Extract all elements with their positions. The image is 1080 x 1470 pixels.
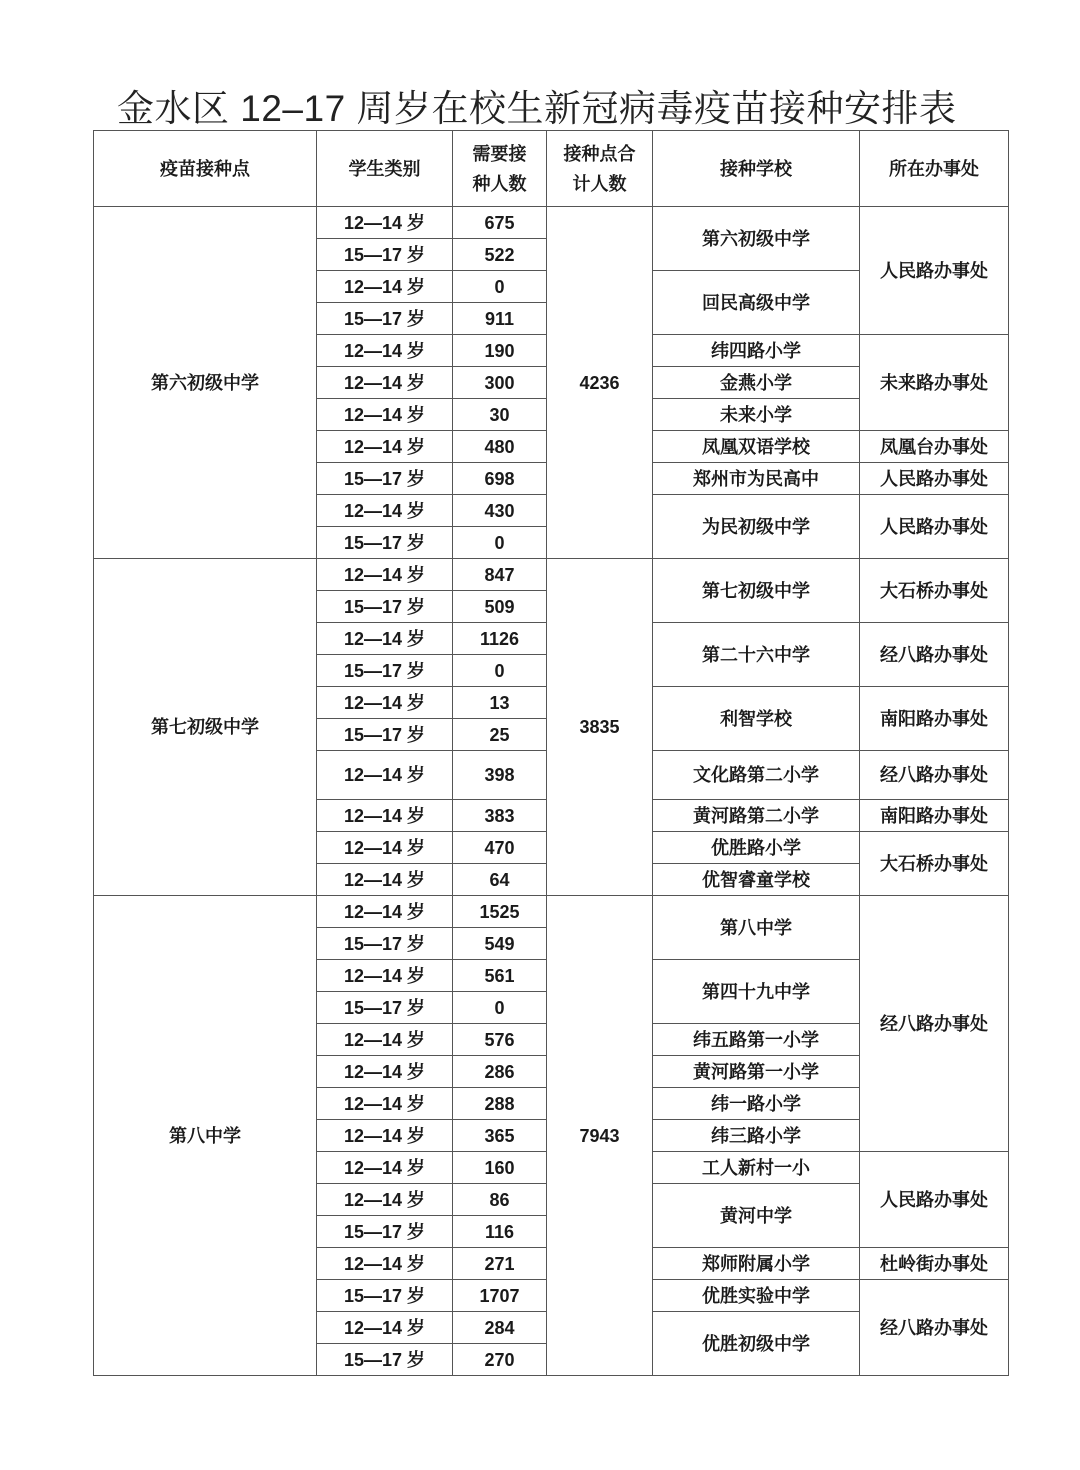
student-category: 15—17 岁 bbox=[317, 527, 453, 559]
school-name: 纬五路第一小学 bbox=[653, 1024, 860, 1056]
required-count: 300 bbox=[453, 367, 547, 399]
student-category: 12—14 岁 bbox=[317, 335, 453, 367]
school-name: 纬一路小学 bbox=[653, 1088, 860, 1120]
required-count: 470 bbox=[453, 832, 547, 864]
student-category: 12—14 岁 bbox=[317, 960, 453, 992]
student-category: 12—14 岁 bbox=[317, 1184, 453, 1216]
subdistrict-office: 人民路办事处 bbox=[860, 463, 1009, 495]
header-category: 学生类别 bbox=[317, 131, 453, 207]
subdistrict-office: 经八路办事处 bbox=[860, 751, 1009, 800]
subdistrict-office: 凤凰台办事处 bbox=[860, 431, 1009, 463]
student-category: 15—17 岁 bbox=[317, 1344, 453, 1376]
school-name: 优胜初级中学 bbox=[653, 1312, 860, 1376]
subdistrict-office: 经八路办事处 bbox=[860, 1280, 1009, 1376]
header-count-line2: 种人数 bbox=[472, 173, 527, 194]
site-total: 4236 bbox=[547, 207, 653, 559]
required-count: 160 bbox=[453, 1152, 547, 1184]
student-category: 15—17 岁 bbox=[317, 1216, 453, 1248]
subdistrict-office: 经八路办事处 bbox=[860, 623, 1009, 687]
student-category: 12—14 岁 bbox=[317, 1120, 453, 1152]
required-count: 116 bbox=[453, 1216, 547, 1248]
required-count: 398 bbox=[453, 751, 547, 800]
header-total-line2: 计人数 bbox=[572, 173, 627, 194]
school-name: 第八中学 bbox=[653, 896, 860, 960]
student-category: 12—14 岁 bbox=[317, 207, 453, 239]
site-total: 7943 bbox=[547, 896, 653, 1376]
required-count: 698 bbox=[453, 463, 547, 495]
school-name: 第七初级中学 bbox=[653, 559, 860, 623]
required-count: 13 bbox=[453, 687, 547, 719]
required-count: 561 bbox=[453, 960, 547, 992]
school-name: 工人新村一小 bbox=[653, 1152, 860, 1184]
subdistrict-office: 未来路办事处 bbox=[860, 335, 1009, 431]
subdistrict-office: 南阳路办事处 bbox=[860, 800, 1009, 832]
vaccination-site: 第六初级中学 bbox=[94, 207, 317, 559]
school-name: 金燕小学 bbox=[653, 367, 860, 399]
school-name: 郑师附属小学 bbox=[653, 1248, 860, 1280]
school-name: 黄河路第一小学 bbox=[653, 1056, 860, 1088]
required-count: 30 bbox=[453, 399, 547, 431]
required-count: 286 bbox=[453, 1056, 547, 1088]
required-count: 0 bbox=[453, 527, 547, 559]
student-category: 12—14 岁 bbox=[317, 1024, 453, 1056]
required-count: 284 bbox=[453, 1312, 547, 1344]
required-count: 847 bbox=[453, 559, 547, 591]
header-row bbox=[94, 131, 1009, 207]
student-category: 12—14 岁 bbox=[317, 559, 453, 591]
required-count: 576 bbox=[453, 1024, 547, 1056]
school-name: 文化路第二小学 bbox=[653, 751, 860, 800]
school-name: 第四十九中学 bbox=[653, 960, 860, 1024]
required-count: 288 bbox=[453, 1088, 547, 1120]
required-count: 383 bbox=[453, 800, 547, 832]
school-name: 黄河中学 bbox=[653, 1184, 860, 1248]
subdistrict-office: 经八路办事处 bbox=[860, 896, 1009, 1152]
school-name: 利智学校 bbox=[653, 687, 860, 751]
subdistrict-office: 南阳路办事处 bbox=[860, 687, 1009, 751]
student-category: 12—14 岁 bbox=[317, 687, 453, 719]
school-name: 纬四路小学 bbox=[653, 335, 860, 367]
header-total bbox=[547, 131, 653, 207]
subdistrict-office: 大石桥办事处 bbox=[860, 832, 1009, 896]
required-count: 270 bbox=[453, 1344, 547, 1376]
student-category: 12—14 岁 bbox=[317, 431, 453, 463]
table-row bbox=[94, 896, 1009, 928]
student-category: 12—14 岁 bbox=[317, 751, 453, 800]
required-count: 271 bbox=[453, 1248, 547, 1280]
school-name: 优智睿童学校 bbox=[653, 864, 860, 896]
school-name: 第二十六中学 bbox=[653, 623, 860, 687]
school-name: 黄河路第二小学 bbox=[653, 800, 860, 832]
school-name: 纬三路小学 bbox=[653, 1120, 860, 1152]
school-name: 未来小学 bbox=[653, 399, 860, 431]
student-category: 15—17 岁 bbox=[317, 719, 453, 751]
required-count: 430 bbox=[453, 495, 547, 527]
student-category: 12—14 岁 bbox=[317, 1312, 453, 1344]
subdistrict-office: 大石桥办事处 bbox=[860, 559, 1009, 623]
school-name: 优胜实验中学 bbox=[653, 1280, 860, 1312]
required-count: 911 bbox=[453, 303, 547, 335]
required-count: 480 bbox=[453, 431, 547, 463]
student-category: 15—17 岁 bbox=[317, 655, 453, 687]
student-category: 12—14 岁 bbox=[317, 1248, 453, 1280]
required-count: 1525 bbox=[453, 896, 547, 928]
required-count: 549 bbox=[453, 928, 547, 960]
student-category: 15—17 岁 bbox=[317, 992, 453, 1024]
student-category: 15—17 岁 bbox=[317, 928, 453, 960]
site-total: 3835 bbox=[547, 559, 653, 896]
table-body bbox=[94, 207, 1009, 1376]
school-name: 优胜路小学 bbox=[653, 832, 860, 864]
school-name: 回民高级中学 bbox=[653, 271, 860, 335]
vaccination-site: 第七初级中学 bbox=[94, 559, 317, 896]
student-category: 12—14 岁 bbox=[317, 623, 453, 655]
header-school: 接种学校 bbox=[653, 131, 860, 207]
subdistrict-office: 人民路办事处 bbox=[860, 495, 1009, 559]
vaccination-site: 第八中学 bbox=[94, 896, 317, 1376]
required-count: 0 bbox=[453, 655, 547, 687]
required-count: 25 bbox=[453, 719, 547, 751]
subdistrict-office: 人民路办事处 bbox=[860, 1152, 1009, 1248]
required-count: 86 bbox=[453, 1184, 547, 1216]
required-count: 365 bbox=[453, 1120, 547, 1152]
required-count: 64 bbox=[453, 864, 547, 896]
required-count: 0 bbox=[453, 992, 547, 1024]
required-count: 522 bbox=[453, 239, 547, 271]
student-category: 15—17 岁 bbox=[317, 463, 453, 495]
student-category: 15—17 岁 bbox=[317, 591, 453, 623]
table-row bbox=[94, 559, 1009, 591]
subdistrict-office: 杜岭街办事处 bbox=[860, 1248, 1009, 1280]
student-category: 12—14 岁 bbox=[317, 1088, 453, 1120]
header-total-line1: 接种点合 bbox=[563, 143, 636, 164]
header-site: 疫苗接种点 bbox=[94, 131, 317, 207]
header-count bbox=[453, 131, 547, 207]
school-name: 郑州市为民高中 bbox=[653, 463, 860, 495]
required-count: 190 bbox=[453, 335, 547, 367]
school-name: 第六初级中学 bbox=[653, 207, 860, 271]
student-category: 12—14 岁 bbox=[317, 271, 453, 303]
required-count: 1126 bbox=[453, 623, 547, 655]
required-count: 509 bbox=[453, 591, 547, 623]
page-title: 金水区 12–17 周岁在校生新冠病毒疫苗接种安排表 bbox=[117, 88, 957, 129]
student-category: 12—14 岁 bbox=[317, 1152, 453, 1184]
header-count-line1: 需要接 bbox=[472, 143, 527, 164]
school-name: 为民初级中学 bbox=[653, 495, 860, 559]
table-row bbox=[94, 207, 1009, 239]
student-category: 12—14 岁 bbox=[317, 864, 453, 896]
student-category: 12—14 岁 bbox=[317, 1056, 453, 1088]
student-category: 15—17 岁 bbox=[317, 303, 453, 335]
student-category: 15—17 岁 bbox=[317, 239, 453, 271]
vaccination-schedule-table bbox=[93, 130, 1009, 1376]
student-category: 12—14 岁 bbox=[317, 399, 453, 431]
student-category: 12—14 岁 bbox=[317, 832, 453, 864]
student-category: 12—14 岁 bbox=[317, 367, 453, 399]
student-category: 12—14 岁 bbox=[317, 800, 453, 832]
header-office: 所在办事处 bbox=[860, 131, 1009, 207]
student-category: 12—14 岁 bbox=[317, 896, 453, 928]
required-count: 1707 bbox=[453, 1280, 547, 1312]
student-category: 15—17 岁 bbox=[317, 1280, 453, 1312]
subdistrict-office: 人民路办事处 bbox=[860, 207, 1009, 335]
student-category: 12—14 岁 bbox=[317, 495, 453, 527]
required-count: 0 bbox=[453, 271, 547, 303]
required-count: 675 bbox=[453, 207, 547, 239]
school-name: 凤凰双语学校 bbox=[653, 431, 860, 463]
